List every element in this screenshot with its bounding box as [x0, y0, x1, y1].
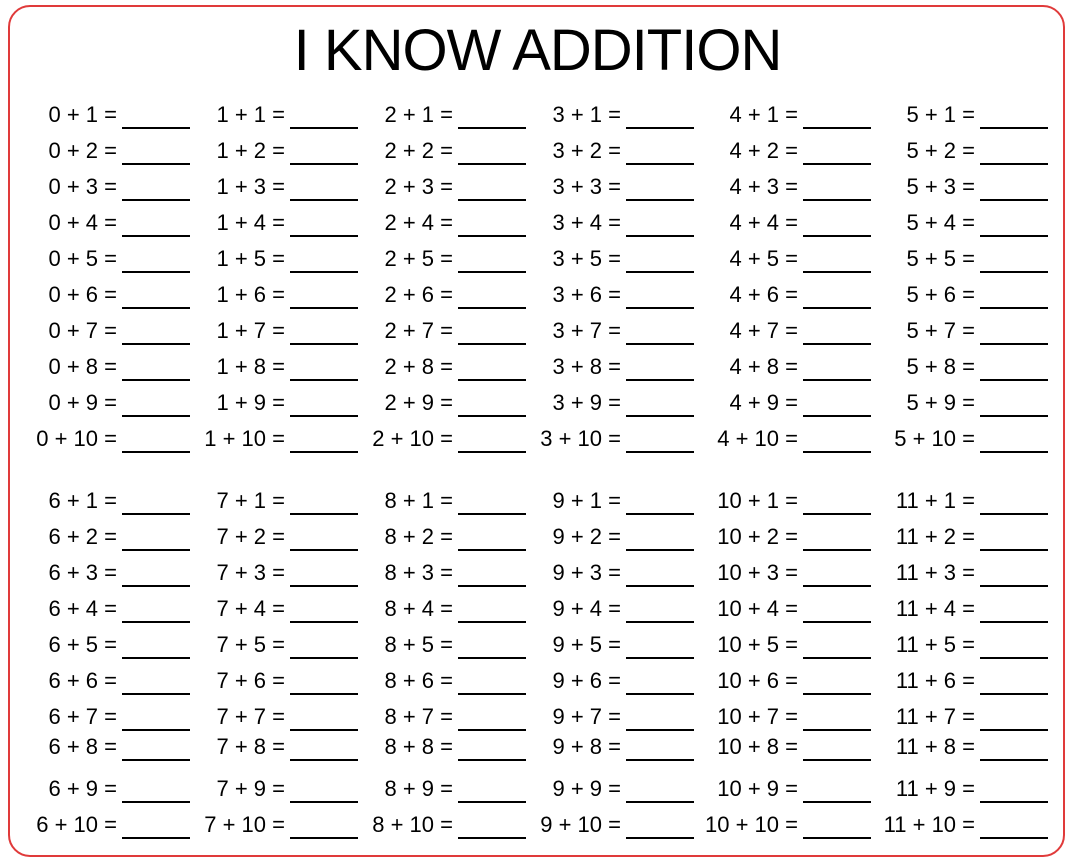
problem-expression: 5 + 10 =: [894, 426, 975, 451]
problem-row: [0, 208, 1075, 244]
problem-expression: 7 + 5 =: [216, 632, 285, 657]
problem-expression: 5 + 4 =: [906, 210, 975, 235]
problem-row: [0, 388, 1075, 424]
problem-expression: 2 + 2 =: [384, 138, 453, 163]
problem-expression: 2 + 1 =: [384, 102, 453, 127]
addition-problem: [0, 388, 975, 424]
problem-expression: 8 + 9 =: [384, 776, 453, 801]
problem-expression: 9 + 10 =: [540, 812, 621, 837]
problem-expression: 0 + 5 =: [48, 246, 117, 271]
problem-expression: 4 + 5 =: [729, 246, 798, 271]
problem-expression: 9 + 2 =: [552, 524, 621, 549]
answer-blank[interactable]: [980, 837, 1048, 839]
answer-blank[interactable]: [980, 549, 1048, 551]
answer-blank[interactable]: [980, 271, 1048, 273]
addition-problem: [0, 316, 975, 352]
addition-problem: [0, 136, 975, 172]
problem-expression: 11 + 9 =: [895, 776, 975, 801]
problem-expression: 7 + 8 =: [216, 734, 285, 759]
problem-expression: 6 + 5 =: [48, 632, 117, 657]
problem-expression: 3 + 10 =: [540, 426, 621, 451]
problem-expression: 3 + 8 =: [552, 354, 621, 379]
problem-row: [0, 594, 1075, 630]
problem-expression: 1 + 3 =: [216, 174, 285, 199]
problem-row: [0, 522, 1075, 558]
problem-expression: 11 + 6 =: [895, 668, 975, 693]
problem-expression: 1 + 5 =: [216, 246, 285, 271]
answer-blank[interactable]: [980, 657, 1048, 659]
problem-expression: 10 + 1 =: [717, 488, 798, 513]
problem-expression: 10 + 2 =: [717, 524, 798, 549]
answer-blank[interactable]: [980, 513, 1048, 515]
problem-expression: 2 + 6 =: [384, 282, 453, 307]
addition-problem: [0, 558, 975, 594]
answer-blank[interactable]: [980, 759, 1048, 761]
problem-expression: 4 + 9 =: [729, 390, 798, 415]
problem-expression: 4 + 10 =: [717, 426, 798, 451]
problem-expression: 6 + 8 =: [48, 734, 117, 759]
problem-expression: 3 + 2 =: [552, 138, 621, 163]
answer-blank[interactable]: [980, 235, 1048, 237]
answer-blank[interactable]: [980, 621, 1048, 623]
problem-row: [0, 424, 1075, 460]
problem-expression: 11 + 5 =: [895, 632, 975, 657]
problem-expression: 4 + 1 =: [729, 102, 798, 127]
problem-expression: 1 + 6 =: [216, 282, 285, 307]
problem-expression: 3 + 6 =: [552, 282, 621, 307]
problem-expression: 11 + 3 =: [895, 560, 975, 585]
problem-expression: 0 + 4 =: [48, 210, 117, 235]
problem-row: [0, 630, 1075, 666]
problem-expression: 5 + 5 =: [906, 246, 975, 271]
problem-row: [0, 100, 1075, 136]
problem-expression: 8 + 4 =: [384, 596, 453, 621]
problem-expression: 5 + 8 =: [906, 354, 975, 379]
problem-expression: 7 + 3 =: [216, 560, 285, 585]
problem-row: [0, 172, 1075, 208]
problem-row: [0, 316, 1075, 352]
problem-expression: 5 + 9 =: [906, 390, 975, 415]
problem-expression: 0 + 9 =: [48, 390, 117, 415]
problem-expression: 2 + 9 =: [384, 390, 453, 415]
problem-expression: 6 + 9 =: [48, 776, 117, 801]
problem-expression: 7 + 4 =: [216, 596, 285, 621]
problem-expression: 1 + 2 =: [216, 138, 285, 163]
problem-expression: 9 + 9 =: [552, 776, 621, 801]
problem-expression: 2 + 8 =: [384, 354, 453, 379]
addition-problem: [0, 732, 975, 768]
addition-problem: [0, 522, 975, 558]
problem-expression: 11 + 4 =: [895, 596, 975, 621]
problem-expression: 10 + 3 =: [717, 560, 798, 585]
answer-blank[interactable]: [980, 379, 1048, 381]
problem-expression: 9 + 7 =: [552, 704, 621, 729]
problem-expression: 10 + 10 =: [705, 812, 798, 837]
problem-expression: 2 + 3 =: [384, 174, 453, 199]
problem-expression: 3 + 5 =: [552, 246, 621, 271]
addition-problem: [0, 244, 975, 280]
problem-expression: 5 + 3 =: [906, 174, 975, 199]
problem-expression: 0 + 10 =: [36, 426, 117, 451]
problem-row: [0, 732, 1075, 768]
problem-expression: 5 + 7 =: [906, 318, 975, 343]
answer-blank[interactable]: [980, 163, 1048, 165]
problem-row: [0, 244, 1075, 280]
problem-expression: 4 + 6 =: [729, 282, 798, 307]
problem-expression: 1 + 1 =: [216, 102, 285, 127]
problem-expression: 10 + 8 =: [717, 734, 798, 759]
problem-expression: 5 + 6 =: [906, 282, 975, 307]
problem-expression: 9 + 3 =: [552, 560, 621, 585]
problem-expression: 6 + 6 =: [48, 668, 117, 693]
problem-expression: 2 + 5 =: [384, 246, 453, 271]
problem-expression: 6 + 3 =: [48, 560, 117, 585]
addition-problem: [0, 208, 975, 244]
answer-blank[interactable]: [980, 127, 1048, 129]
problem-expression: 3 + 1 =: [552, 102, 621, 127]
problem-expression: 10 + 4 =: [717, 596, 798, 621]
problem-expression: 1 + 9 =: [216, 390, 285, 415]
problem-expression: 4 + 7 =: [729, 318, 798, 343]
problem-expression: 7 + 7 =: [216, 704, 285, 729]
problem-row: [0, 666, 1075, 702]
problem-expression: 8 + 1 =: [384, 488, 453, 513]
problem-row: [0, 558, 1075, 594]
addition-problem: [0, 280, 975, 316]
problem-expression: 7 + 10 =: [204, 812, 285, 837]
answer-blank[interactable]: [980, 343, 1048, 345]
problem-expression: 0 + 6 =: [48, 282, 117, 307]
problem-expression: 8 + 5 =: [384, 632, 453, 657]
problem-expression: 6 + 7 =: [48, 704, 117, 729]
addition-problem: [0, 810, 975, 846]
problem-expression: 6 + 1 =: [48, 488, 117, 513]
problem-expression: 11 + 8 =: [895, 734, 975, 759]
problem-expression: 1 + 10 =: [204, 426, 285, 451]
problem-expression: 8 + 2 =: [384, 524, 453, 549]
problem-expression: 3 + 9 =: [552, 390, 621, 415]
problem-expression: 7 + 2 =: [216, 524, 285, 549]
addition-problem: [0, 774, 975, 810]
answer-blank[interactable]: [980, 801, 1048, 803]
problem-expression: 3 + 4 =: [552, 210, 621, 235]
problem-row: [0, 280, 1075, 316]
problem-expression: 0 + 1 =: [48, 102, 117, 127]
answer-blank[interactable]: [980, 585, 1048, 587]
problem-expression: 2 + 4 =: [384, 210, 453, 235]
problem-expression: 8 + 10 =: [372, 812, 453, 837]
addition-problem: [0, 100, 975, 136]
problem-expression: 5 + 2 =: [906, 138, 975, 163]
answer-blank[interactable]: [980, 729, 1048, 731]
problem-expression: 3 + 7 =: [552, 318, 621, 343]
problem-expression: 10 + 5 =: [717, 632, 798, 657]
problem-expression: 11 + 1 =: [895, 488, 975, 513]
problem-expression: 1 + 7 =: [216, 318, 285, 343]
problem-expression: 11 + 7 =: [895, 704, 975, 729]
problem-expression: 6 + 2 =: [48, 524, 117, 549]
worksheet-title: I KNOW ADDITION: [293, 18, 782, 83]
problem-row: [0, 136, 1075, 172]
problem-expression: 4 + 4 =: [729, 210, 798, 235]
problem-expression: 10 + 7 =: [717, 704, 798, 729]
problem-expression: 11 + 10 =: [883, 812, 975, 837]
problem-expression: 4 + 3 =: [729, 174, 798, 199]
problem-expression: 6 + 10 =: [36, 812, 117, 837]
problem-expression: 8 + 3 =: [384, 560, 453, 585]
problem-row: [0, 352, 1075, 388]
problem-expression: 4 + 8 =: [729, 354, 798, 379]
problem-expression: 9 + 5 =: [552, 632, 621, 657]
answer-blank[interactable]: [980, 415, 1048, 417]
problem-expression: 10 + 9 =: [717, 776, 798, 801]
problem-expression: 0 + 3 =: [48, 174, 117, 199]
problem-expression: 8 + 6 =: [384, 668, 453, 693]
problem-expression: 2 + 10 =: [372, 426, 453, 451]
addition-problem: [0, 486, 975, 522]
answer-blank[interactable]: [980, 307, 1048, 309]
problem-expression: 8 + 8 =: [384, 734, 453, 759]
problem-row: [0, 774, 1075, 810]
problem-expression: 3 + 3 =: [552, 174, 621, 199]
problem-expression: 1 + 8 =: [216, 354, 285, 379]
answer-blank[interactable]: [980, 693, 1048, 695]
problem-expression: 0 + 2 =: [48, 138, 117, 163]
problem-expression: 2 + 7 =: [384, 318, 453, 343]
problem-expression: 7 + 1 =: [216, 488, 285, 513]
problem-expression: 9 + 8 =: [552, 734, 621, 759]
problem-expression: 7 + 9 =: [216, 776, 285, 801]
problem-row: [0, 810, 1075, 846]
problem-expression: 7 + 6 =: [216, 668, 285, 693]
problem-expression: 5 + 1 =: [906, 102, 975, 127]
problem-expression: 6 + 4 =: [48, 596, 117, 621]
addition-problem: [0, 172, 975, 208]
problem-row: [0, 486, 1075, 522]
problem-expression: 10 + 6 =: [717, 668, 798, 693]
addition-problem: [0, 594, 975, 630]
answer-blank[interactable]: [980, 451, 1048, 453]
problem-expression: 9 + 4 =: [552, 596, 621, 621]
addition-problem: [0, 630, 975, 666]
problem-expression: 1 + 4 =: [216, 210, 285, 235]
problem-expression: 8 + 7 =: [384, 704, 453, 729]
addition-problem: [0, 424, 975, 460]
problem-expression: 11 + 2 =: [895, 524, 975, 549]
problem-expression: 4 + 2 =: [729, 138, 798, 163]
problem-expression: 9 + 6 =: [552, 668, 621, 693]
problem-expression: 0 + 7 =: [48, 318, 117, 343]
problem-expression: 9 + 1 =: [552, 488, 621, 513]
addition-problem: [0, 666, 975, 702]
answer-blank[interactable]: [980, 199, 1048, 201]
problem-expression: 0 + 8 =: [48, 354, 117, 379]
addition-problem: [0, 352, 975, 388]
